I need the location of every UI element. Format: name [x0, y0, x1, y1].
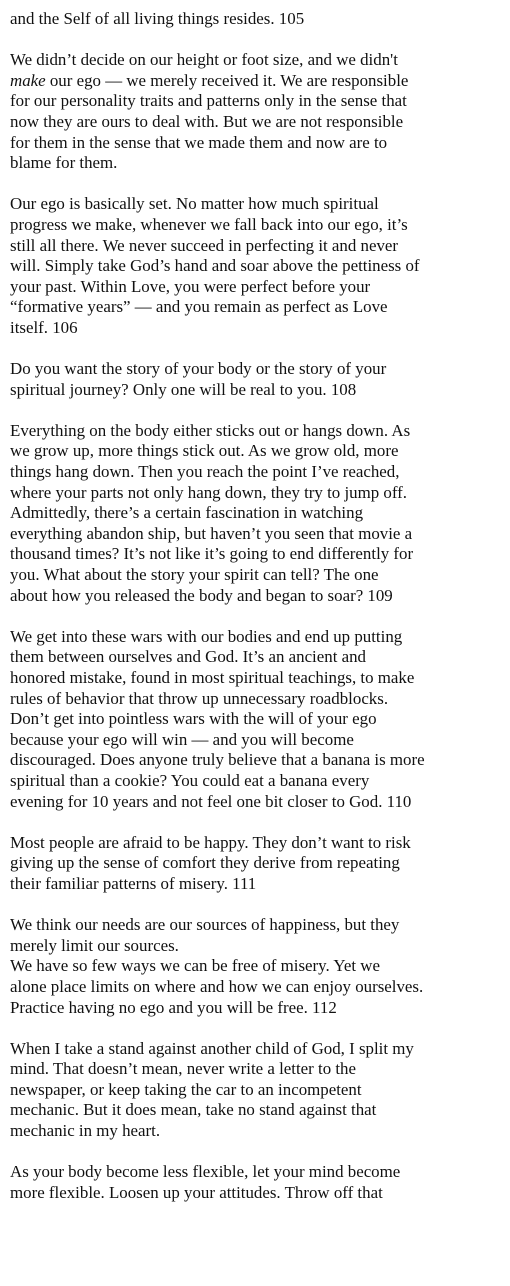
paragraph	[10, 50, 504, 174]
text-line: mechanic. But it does mean, take no stand against that	[10, 1100, 377, 1120]
text-line: spiritual than a cookie? You could eat a banana every	[10, 770, 370, 790]
text-line: now they are ours to deal with. But we are not responsible	[10, 111, 404, 131]
text-line: mechanic in my heart.	[10, 1121, 161, 1141]
text-line: because your ego will win — and you will become	[10, 729, 354, 749]
text-line: spiritual journey? Only one will be real to you. 108	[10, 379, 357, 399]
text-line: about how you released the body and began to soar? 109	[10, 585, 393, 605]
text-line: mind. That doesn’t mean, never write a letter to the	[10, 1059, 356, 1079]
paragraph	[10, 359, 504, 400]
text-line: giving up the sense of comfort they derive from repeating	[10, 853, 400, 873]
text-line: Don’t get into pointless wars with the will of your ego	[10, 709, 377, 729]
text-line: We think our needs are our sources of happiness, but they	[10, 915, 400, 935]
paragraph	[10, 1162, 504, 1203]
text-line: Our ego is basically set. No matter how much spiritual	[10, 194, 379, 214]
text-line: itself. 106	[10, 317, 78, 337]
text-line: for our personality traits and patterns only in the sense that	[10, 91, 407, 111]
text-line: and the Self of all living things resides. 105	[10, 9, 305, 28]
paragraph	[10, 194, 504, 338]
text-line: rules of behavior that throw up unnecessary roadblocks.	[10, 688, 389, 708]
text-line: your past. Within Love, you were perfect before your	[10, 276, 371, 296]
text-line: discouraged. Does anyone truly believe that a banana is more	[10, 750, 425, 770]
text-line: thousand times? It’s not like it’s going to end differently for	[10, 544, 414, 564]
paragraph	[10, 421, 504, 606]
text-line: blame for them.	[10, 153, 118, 173]
text-line: evening for 10 years and not feel one bit closer to God. 110	[10, 791, 412, 811]
text-line: “formative years” — and you remain as perfect as Love	[10, 297, 388, 317]
text-line: Practice having no ego and you will be free. 112	[10, 997, 337, 1017]
text-line: you. What about the story your spirit can tell? The one	[10, 565, 379, 585]
paragraph	[10, 627, 504, 812]
text-line: Most people are afraid to be happy. They don’t want to risk	[10, 832, 411, 852]
text-line: Admittedly, there’s a certain fascination in watching	[10, 503, 364, 523]
paragraph	[10, 9, 504, 30]
text-line: everything abandon ship, but haven’t you seen that movie a	[10, 523, 413, 543]
text-line: We have so few ways we can be free of misery. Yet we	[10, 956, 380, 976]
paragraph	[10, 833, 504, 895]
text-line: where your parts not only hang down, they try to jump off.	[10, 482, 408, 502]
text-line: for them in the sense that we made them and now are to	[10, 132, 388, 152]
text-line: honored mistake, found in most spiritual teachings, to make	[10, 668, 415, 687]
text-line: We get into these wars with our bodies and end up putting	[10, 626, 403, 646]
text-line: Do you want the story of your body or the story of your	[10, 359, 387, 379]
text-line: newspaper, or keep taking the car to an incompetent	[10, 1079, 362, 1099]
text-line: them between ourselves and God. It’s an ancient and	[10, 647, 366, 667]
text-line: Everything on the body either sticks out or hangs down. As	[10, 420, 411, 440]
text-line: their familiar patterns of misery. 111	[10, 873, 257, 893]
text-line: merely limit our sources.	[10, 935, 179, 955]
text-line: When I take a stand against another child of God, I split my	[10, 1038, 414, 1058]
document-page	[10, 9, 504, 1224]
paragraph	[10, 1039, 504, 1142]
text-line: As your body become less flexible, let your mind become	[10, 1162, 401, 1182]
text-line: things hang down. Then you reach the point I’ve reached,	[10, 462, 400, 482]
text-line: we grow up, more things stick out. As we grow old, more	[10, 441, 399, 461]
paragraph	[10, 915, 504, 1018]
text-line: We didn’t decide on our height or foot size, and we didn't	[10, 50, 398, 70]
text-line: still all there. We never succeed in perfecting it and never	[10, 235, 399, 255]
text-line: progress we make, whenever we fall back into our ego, it’s	[10, 214, 408, 234]
text-line: alone place limits on where and how we can enjoy ourselves.	[10, 976, 424, 996]
text-line: more flexible. Loosen up your attitudes. Throw off that	[10, 1182, 383, 1202]
text-line: will. Simply take God’s hand and soar above the pettiness of	[10, 256, 420, 276]
text-line: make our ego — we merely received it. We are responsible	[10, 70, 409, 90]
